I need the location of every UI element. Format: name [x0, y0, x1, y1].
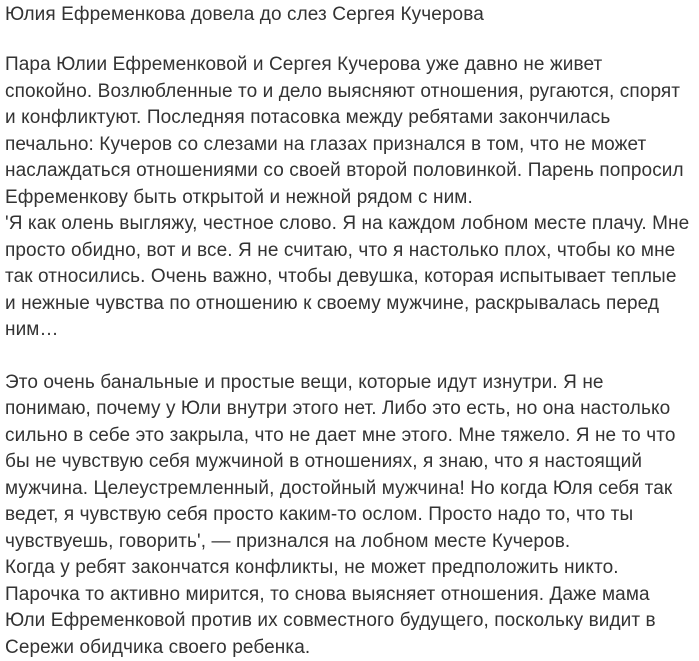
- article-quote-part-2: Это очень банальные и простые вещи, которые идут изнутри. Я не понимаю, почему у Юли внутри этого нет. Либо это есть, но она настолько сильно в себе это закрыла, что не дает мне этого. Мне тяжело. Я не то что бы не чувствую себя мужчиной в отношениях, я знаю, что я настоящий мужчина. Целеустремленный, достойный мужчина! Но когда Юля себя так ведет, я чувствую себя просто каким-то ослом. Просто надо то, что ты чувствуешь, говорить', — признался на лобном месте Кучеров.: [5, 371, 676, 552]
- article-title: Юлия Ефременкова довела до слез Сергея Кучерова: [5, 4, 484, 25]
- article-quote-part-1: 'Я как олень выгляжу, честное слово. Я на каждом лобном месте плачу. Мне просто обидно, вот и все. Я не считаю, что я настолько плох, чтобы ко мне так относились. Очень важно, чтобы девушка, которая испытывает теплые и нежные чувства по отношению к своему мужчине, раскрывалась перед ним…: [5, 213, 690, 340]
- article-paragraph-conclusion: Когда у ребят закончатся конфликты, не может предположить никто. Парочка то активно мирится, то снова выясняет отношения. Даже мама Юли Ефременковой против их совместного будущего, поскольку видит в Сережи обидчика своего ребенка.: [5, 557, 656, 658]
- article-paragraph-intro: Пара Юлии Ефременковой и Сергея Кучерова уже давно не живет спокойно. Возлюбленные то и дело выясняют отношения, ругаются, спорят и конфликтуют. Последняя потасовка между ребятами закончилась печально: Кучеров со слезами на глазах признался в том, что не может наслаждаться отношениями со своей второй половинкой. Парень попросил Ефременкову быть открытой и нежной рядом с ним.: [5, 54, 684, 208]
